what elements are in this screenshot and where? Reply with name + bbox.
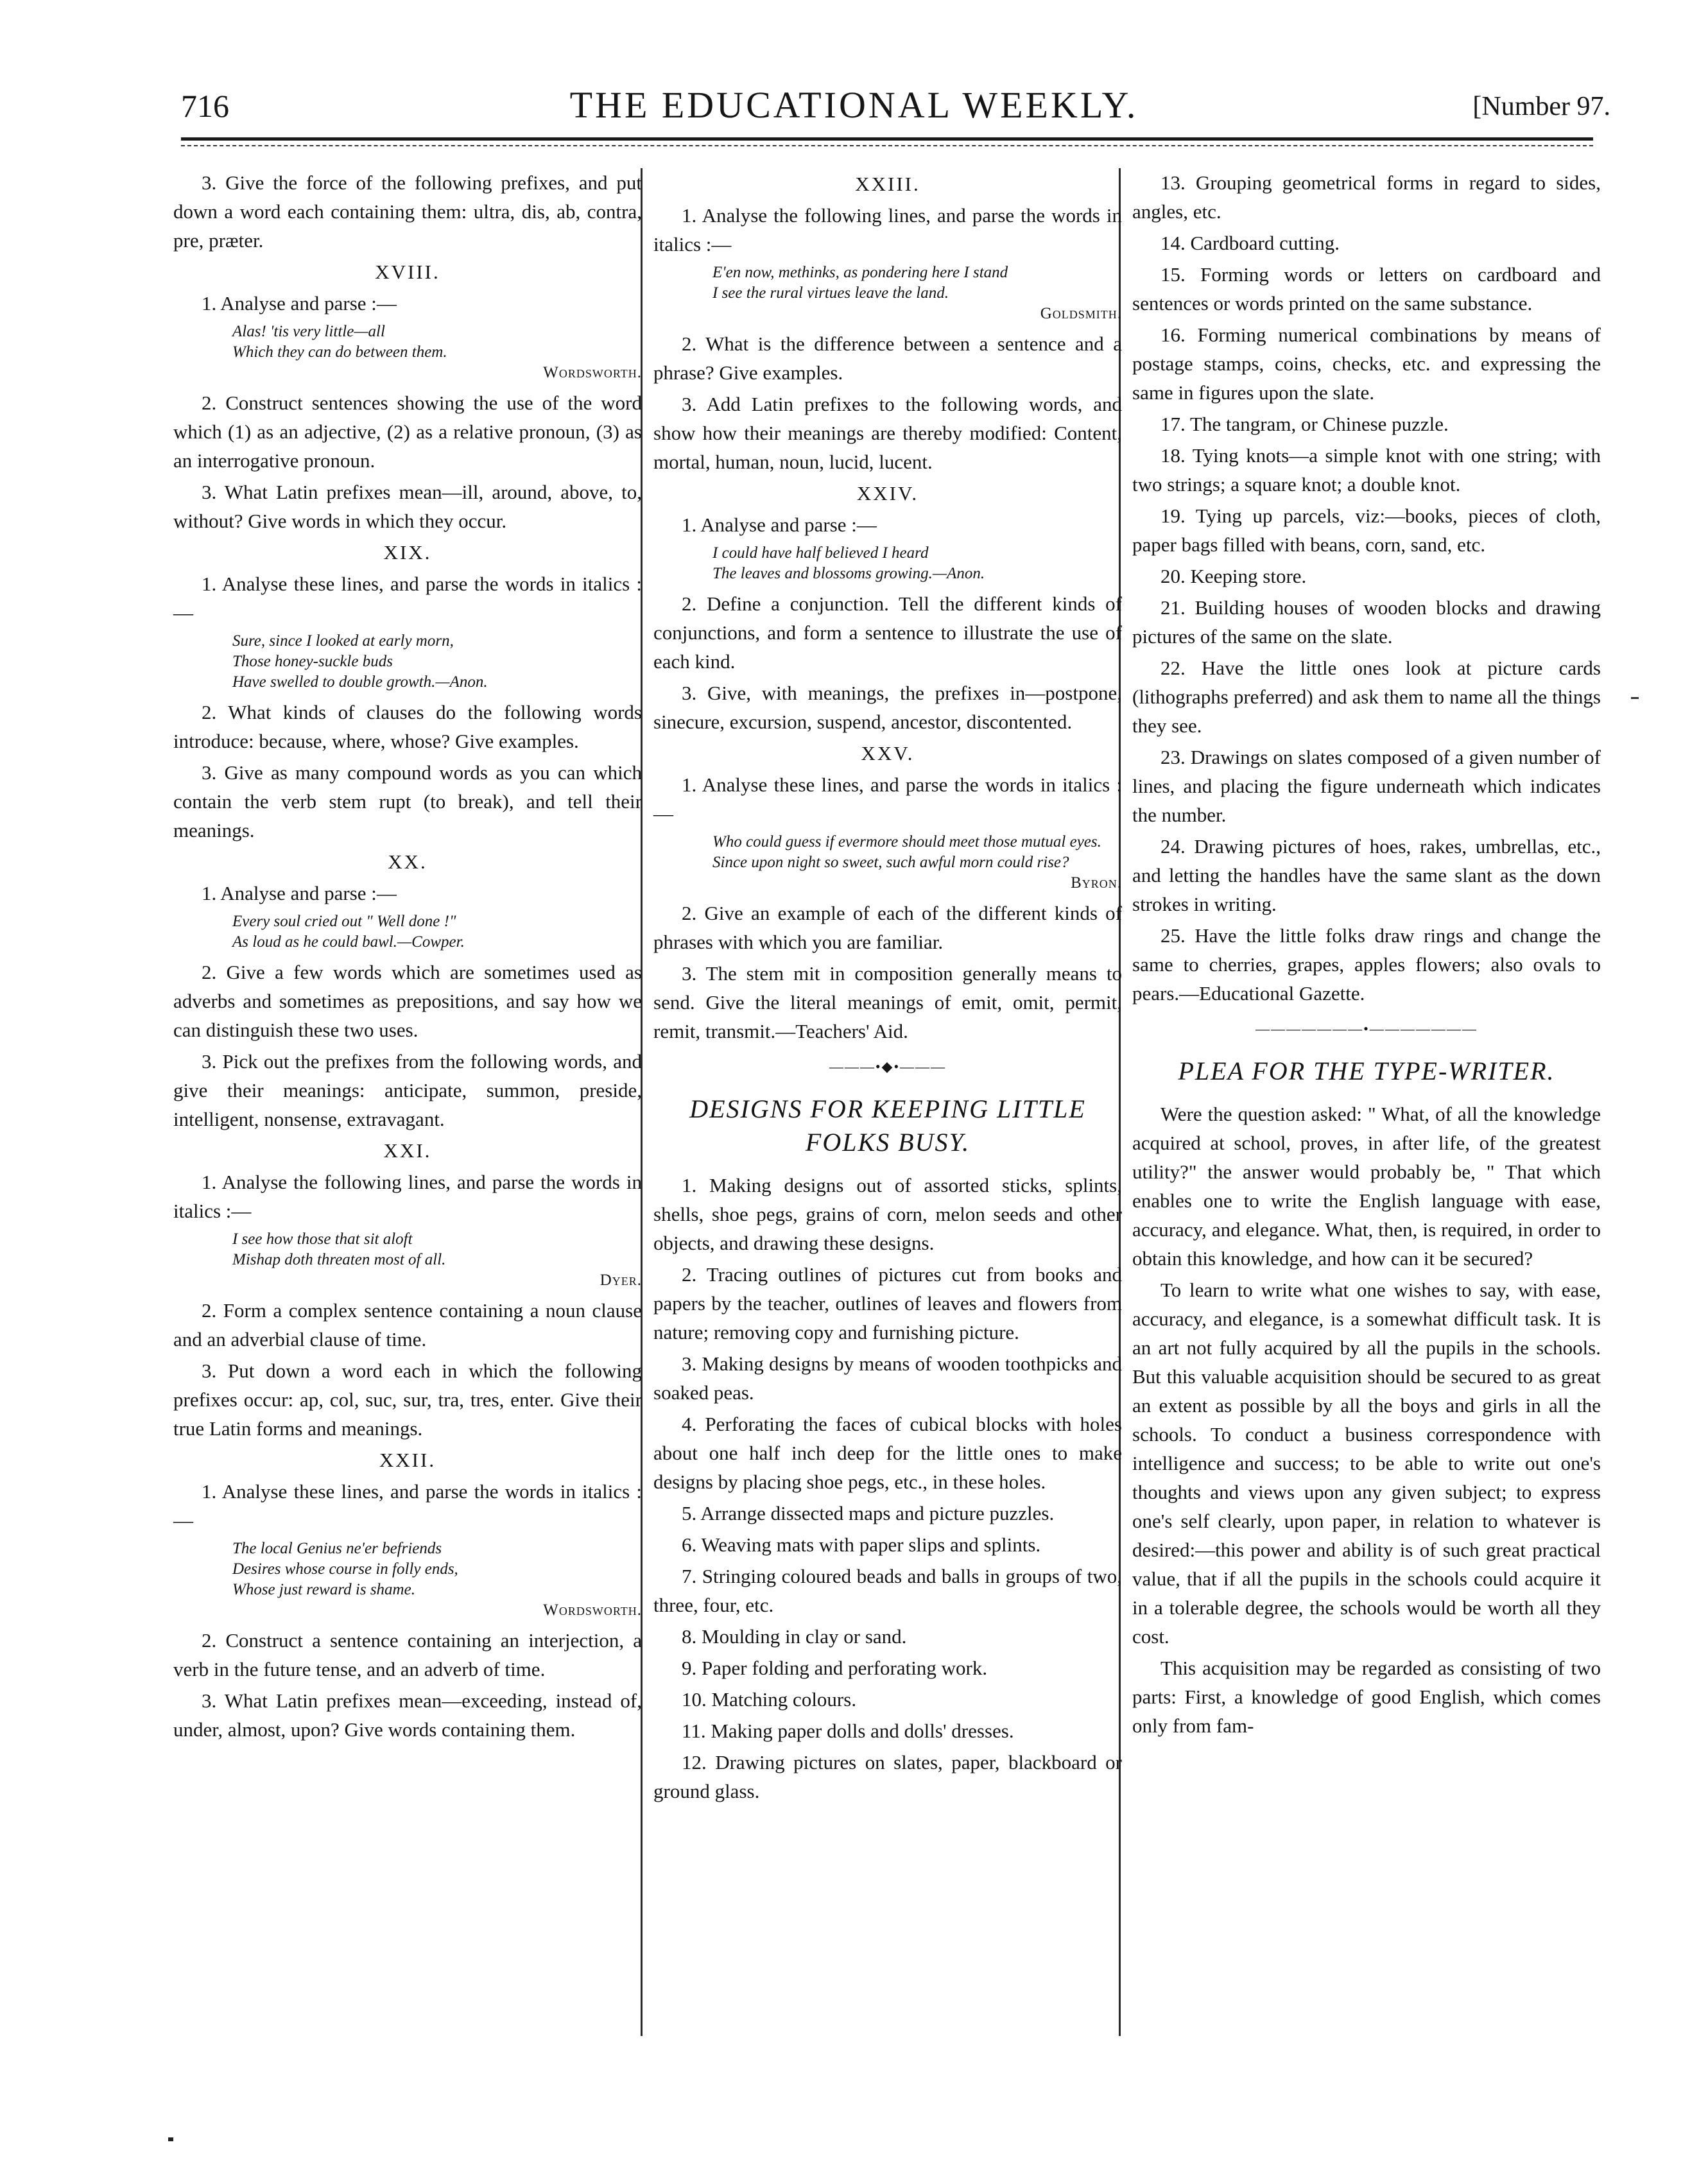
paragraph: 3. What Latin prefixes mean—exceeding, instead of, under, almost, upon? Give words containing them. [173, 1689, 642, 1741]
paragraph: This acquisition may be regarded as consisting of two parts: First, a knowledge of good English, which comes only from fam- [1132, 1657, 1601, 1737]
section-heading: XIX. [383, 541, 432, 564]
verse-line: Sure, since I looked at early morn, [232, 632, 454, 650]
margin-mark [168, 2137, 173, 2141]
paragraph: 1. Analyse and parse :— [202, 292, 397, 315]
paragraph: 3. Give, with meanings, the prefixes in—postpone, sinecure, excursion, suspend, ancestor, discontented. [653, 682, 1122, 733]
verse-attribution: Dyer. [600, 1272, 642, 1289]
paragraph: 3. Put down a word each in which the following prefixes occur: ap, col, suc, sur, tra, tres, enter. Give their true Latin forms and meanings. [173, 1359, 642, 1440]
verse-line: I see the rural virtues leave the land. [712, 284, 949, 302]
paragraph: 3. Give the force of the following prefixes, and put down a word each containing them: ultra, dis, ab, contra, pre, præter. [173, 171, 642, 252]
paragraph: 3. Pick out the prefixes from the following words, and give their meanings: anticipate, summon, preside, intelligent, nonsense, extravagant. [173, 1050, 642, 1130]
verse-line: Who could guess if evermore should meet those mutual eyes. [712, 833, 1101, 850]
paragraph: 22. Have the little ones look at picture cards (lithographs preferred) and ask them to name all the things they see. [1132, 657, 1601, 737]
verse-line: Alas! 'tis very little—all [232, 323, 385, 340]
paragraph: 19. Tying up parcels, viz:—books, pieces of cloth, paper bags filled with beans, corn, sand, etc. [1132, 505, 1601, 556]
verse-line: I see how those that sit aloft [232, 1230, 413, 1248]
paragraph: 16. Forming numerical combinations by means of postage stamps, coins, checks, etc. and expressing the same in figures upon the slate. [1132, 324, 1601, 404]
verse-line: Every soul cried out " Well done !" [232, 913, 456, 930]
section-heading: XVIII. [375, 261, 440, 283]
paragraph: 12. Drawing pictures on slates, paper, blackboard or ground glass. [653, 1751, 1122, 1802]
paragraph: 18. Tying knots—a simple knot with one string; with two strings; a square knot; a double knot. [1132, 444, 1601, 496]
verse-quotation [232, 631, 642, 693]
section-heading: XXI. [383, 1139, 432, 1162]
paragraph: 2. Construct a sentence containing an interjection, a verb in the future tense, and an adverb of time. [173, 1629, 642, 1680]
verse-line: Whose just reward is shame. [232, 1581, 415, 1598]
verse-line: The local Genius ne'er befriends [232, 1540, 442, 1557]
paragraph: 3. Give as many compound words as you can which contain the verb stem rupt (to break), and tell their meanings. [173, 761, 642, 841]
verse-line: The leaves and blossoms growing.—Anon. [712, 565, 985, 582]
paragraph: 2. Give an example of each of the different kinds of phrases with which you are familiar. [653, 902, 1122, 953]
paragraph: 1. Analyse and parse :— [682, 513, 877, 536]
verse-line: Mishap doth threaten most of all. [232, 1251, 446, 1268]
verse-quotation [232, 1229, 642, 1291]
verse-line: I could have half believed I heard [712, 544, 929, 562]
article-title: PLEA FOR THE TYPE-WRITER. [1178, 1057, 1555, 1085]
section-heading: XX. [388, 850, 427, 873]
verse-line: Those honey-suckle buds [232, 653, 393, 670]
paragraph: 1. Making designs out of assorted sticks, splints, shells, shoe pegs, grains of corn, melon seeds and other objects, and drawing these designs. [653, 1174, 1122, 1254]
paragraph: 6. Weaving mats with paper slips and splints. [682, 1533, 1041, 1556]
column-2 [653, 168, 1122, 1808]
masthead: THE EDUCATIONAL WEEKLY. [569, 84, 1139, 126]
paragraph: 1. Analyse these lines, and parse the words in italics :— [653, 773, 1122, 825]
paragraph: 1. Analyse these lines, and parse the words in italics :— [173, 1480, 642, 1532]
verse-line: Since upon night so sweet, such awful morn could rise? [712, 854, 1069, 871]
verse-line: As loud as he could bawl.—Cowper. [232, 933, 465, 951]
paragraph: 2. What kinds of clauses do the following words introduce: because, where, whose? Give examples. [173, 701, 642, 752]
verse-line: Which they can do between them. [232, 343, 447, 361]
header-rule-dashed [181, 145, 1593, 146]
paragraph: 2. Give a few words which are sometimes used as adverbs and sometimes as prepositions, and say how we can distinguish these two uses. [173, 961, 642, 1041]
paragraph: 21. Building houses of wooden blocks and drawing pictures of the same on the slate. [1132, 596, 1601, 648]
paragraph: To learn to write what one wishes to say, with ease, accuracy, and elegance, is a somewhat difficult task. It is an art not fully acquired by all the pupils in the schools. But this valuable acquisition should be secured to as great an extent as possible by all the boys and girls in all the schools. To conduct a business correspondence with intelligence and success; to be able to write out one's thoughts and views upon any given subject; to express one's self clearly, upon paper, in relation to whatever is desired:—this power and ability is of such great practical value, that if all the pupils in the schools could acquire it in a tolerable degree, the schools would be worth all they cost. [1132, 1279, 1601, 1648]
verse-line: Desires whose course in folly ends, [232, 1560, 458, 1578]
paragraph: 3. Add Latin prefixes to the following words, and show how their meanings are thereby modified: Content, mortal, human, noun, lucid, lucent. [653, 393, 1122, 473]
verse-quotation [232, 911, 642, 953]
verse-attribution: Byron. [1071, 874, 1122, 892]
paragraph: 2. What is the difference between a sentence and a phrase? Give examples. [653, 332, 1122, 384]
verse-attribution: Wordsworth. [543, 1601, 642, 1619]
verse-quotation [712, 543, 1122, 584]
paragraph: 13. Grouping geometrical forms in regard to sides, angles, etc. [1132, 171, 1601, 223]
paragraph: 15. Forming words or letters on cardboard and sentences or words printed on the same substance. [1132, 263, 1601, 315]
paragraph: 2. Form a complex sentence containing a noun clause and an adverbial clause of time. [173, 1299, 642, 1350]
paragraph: 9. Paper folding and perforating work. [682, 1657, 988, 1679]
section-heading: XXII. [379, 1449, 436, 1471]
paragraph: 1. Analyse the following lines, and parse the words in italics :— [173, 1171, 642, 1222]
paragraph: 3. The stem mit in composition generally means to send. Give the literal meanings of emit, omit, permit, remit, transmit.—Teachers' Aid. [653, 962, 1122, 1042]
section-heading: XXV. [861, 742, 915, 764]
paragraph: 1. Analyse and parse :— [202, 882, 397, 904]
paragraph: 4. Perforating the faces of cubical blocks with holes about one half inch deep for the little ones to make designs by placing shoe pegs, etc., in these holes. [653, 1413, 1122, 1493]
verse-quotation [712, 263, 1122, 324]
paragraph: 3. Making designs by means of wooden toothpicks and soaked peas. [653, 1352, 1122, 1404]
paragraph: 5. Arrange dissected maps and picture puzzles. [682, 1502, 1055, 1524]
ornament-separator: ———•◆•——— [829, 1058, 947, 1074]
paragraph: 24. Drawing pictures of hoes, rakes, umbrellas, etc., and letting the handles have the same slant as the down strokes in writing. [1132, 835, 1601, 915]
page-number: 716 [181, 88, 229, 124]
article-title: DESIGNS FOR KEEPING LITTLE FOLKS BUSY. [689, 1094, 1086, 1157]
paragraph: 20. Keeping store. [1160, 565, 1307, 587]
page-header [0, 72, 1708, 149]
verse-line: Have swelled to double growth.—Anon. [232, 673, 488, 691]
verse-attribution: Goldsmith. [1040, 305, 1122, 322]
paragraph: 2. Define a conjunction. Tell the different kinds of conjunctions, and form a sentence to illustrate the use of each kind. [653, 592, 1122, 673]
paragraph: 1. Analyse the following lines, and parse the words in italics :— [653, 204, 1122, 255]
paragraph: 7. Stringing coloured beads and balls in groups of two, three, four, etc. [653, 1565, 1122, 1616]
verse-quotation [232, 322, 642, 383]
paragraph: 25. Have the little folks draw rings and change the same to cherries, grapes, apples flowers; also ovals to pears.—Educational Gazette. [1132, 924, 1601, 1005]
section-heading: XXIV. [856, 482, 919, 505]
paragraph: 23. Drawings on slates composed of a given number of lines, and placing the figure underneath which indicates the number. [1132, 746, 1601, 826]
paragraph: 10. Matching colours. [682, 1688, 857, 1711]
margin-mark [1631, 697, 1639, 699]
paragraph: 17. The tangram, or Chinese puzzle. [1160, 413, 1449, 435]
paragraph: 2. Tracing outlines of pictures cut from books and papers by the teacher, outlines of leaves and flowers from nature; removing copy and furnishing picture. [653, 1263, 1122, 1343]
column-3 [1132, 168, 1601, 1743]
paragraph: 2. Construct sentences showing the use of the word which (1) as an adjective, (2) as a relative pronoun, (3) as an interrogative pronoun. [173, 392, 642, 472]
paragraph: 8. Moulding in clay or sand. [682, 1625, 907, 1648]
column-1 [173, 168, 642, 1747]
verse-line: E'en now, methinks, as pondering here I stand [712, 264, 1008, 281]
paragraph: 14. Cardboard cutting. [1160, 232, 1340, 254]
issue-number: [Number 97. [1472, 92, 1610, 121]
verse-quotation [712, 832, 1122, 893]
header-rule [181, 137, 1593, 141]
paragraph: 1. Analyse these lines, and parse the words in italics :— [173, 573, 642, 624]
verse-quotation [232, 1539, 642, 1621]
ornament-separator: ———————•——————— [1255, 1021, 1478, 1037]
paragraph: 11. Making paper dolls and dolls' dresses. [682, 1720, 1014, 1742]
paragraph: 3. What Latin prefixes mean—ill, around, above, to, without? Give words in which they occur. [173, 481, 642, 532]
paragraph: Were the question asked: " What, of all the knowledge acquired at school, proves, in after life, of the greatest utility?" the answer would probably be, " That which enables one to write the English language with ease, accuracy, and elegance. What, then, is required, in order to obtain this knowledge, and how can it be secured? [1132, 1103, 1601, 1270]
section-heading: XXIII. [855, 173, 920, 195]
verse-attribution: Wordsworth. [543, 364, 642, 381]
